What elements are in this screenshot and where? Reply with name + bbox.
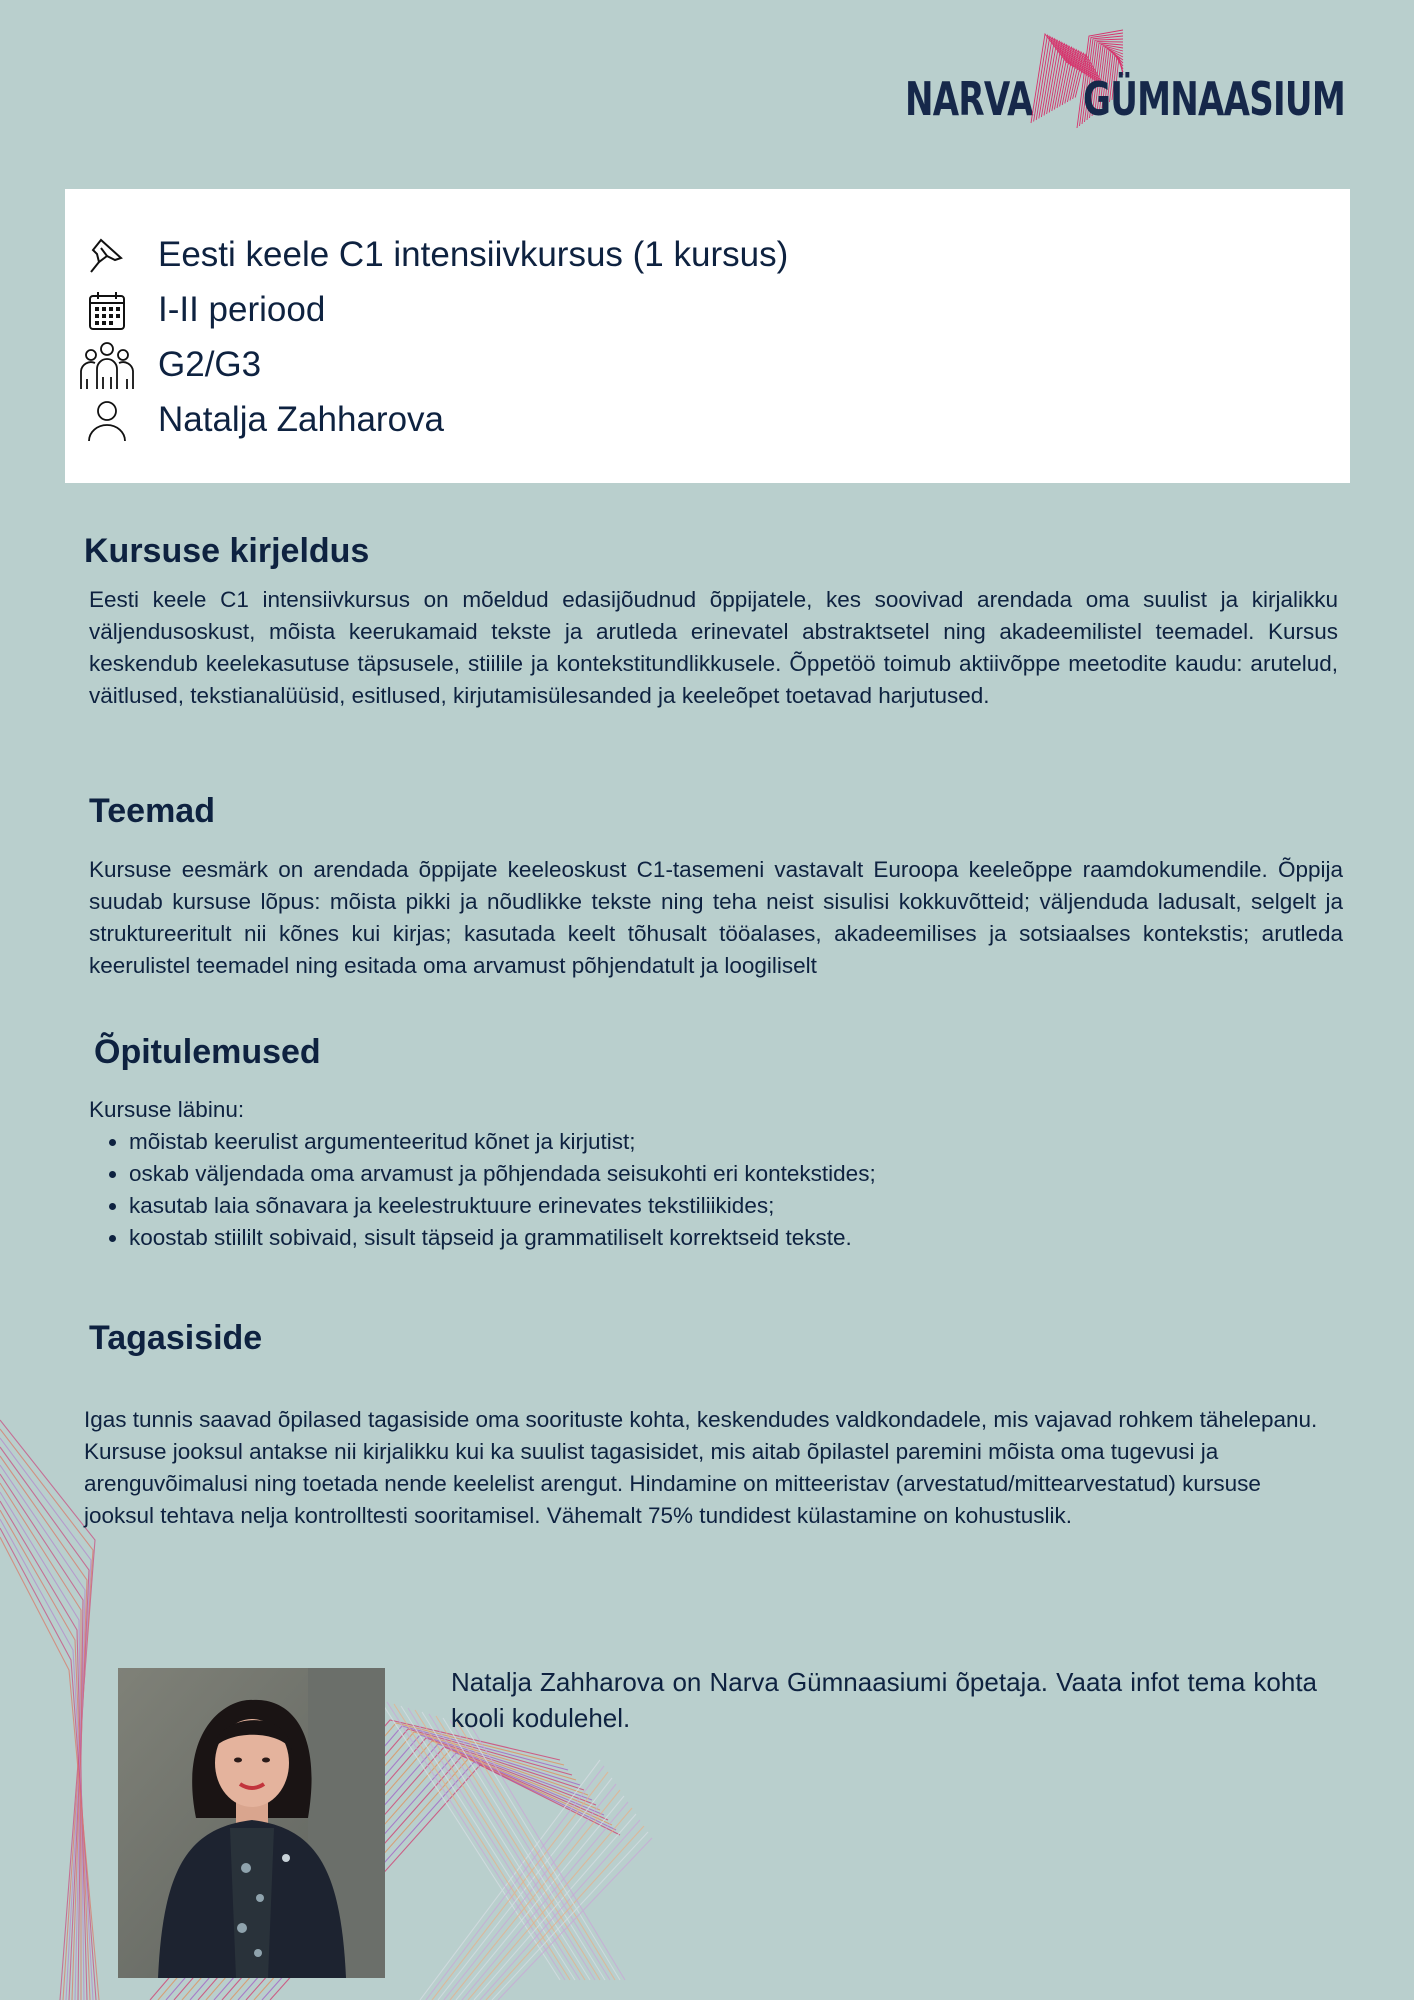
topics-heading: Teemad: [89, 792, 215, 830]
outcomes-list: [89, 1126, 1329, 1254]
calendar-icon: [77, 286, 137, 336]
teacher-name: Natalja Zahharova: [158, 400, 444, 439]
topics-text: Kursuse eesmärk on arendada õppijate keeleoskust C1-tasemeni vastavalt Euroopa keeleõppe raamdokumendile. Õppija suudab kursuse lõpus: mõista pikki ja nõudlikke tekste ning teha neist sisulisi kokkuvõtteid; väljenduda ladusalt, selgelt ja struktureeritult nii kõnes kui kirjas; kasutada keelt tõhusalt tööalases, akadeemilises ja sotsiaalses kontekstis; arutleda keerulistel teemadel ning esitada oma arvamust põhjendatult ja loogiliselt: [89, 857, 1343, 978]
feedback-heading: Tagasiside: [89, 1319, 263, 1357]
teacher-note: Natalja Zahharova on Narva Gümnaasiumi õpetaja. Vaata infot tema kohta kooli kodulehel.: [451, 1667, 1317, 1733]
course-name: Eesti keele C1 intensiivkursus (1 kursus): [158, 235, 789, 274]
pushpin-icon: [77, 231, 137, 281]
groups: G2/G3: [158, 345, 262, 384]
list-item: • koostab stiililt sobivaid, sisult täpseid ja grammatiliselt korrektseid tekste.: [129, 1222, 1329, 1254]
feedback-text: Igas tunnis saavad õpilased tagasiside oma soorituste kohta, keskendudes valdkondadele, mis vajavad rohkem tähelepanu. Kursuse jooksul antakse nii kirjalikku kui ka suulist tagasisidet, mis aitab õpilastel paremini mõista oma tugevusi ja arenguvõimalusi ning toetada nende keelelist arengut. Hindamine on mitteeristav (arvestatud/mittearvestatud) kursuse jooksul tehtava nelja kontrolltesti sooritamisel. Vähemalt 75% tundidest külastamine on kohustuslik.: [84, 1407, 1318, 1528]
description-text: Eesti keele C1 intensiivkursus on mõeldud edasijõudnud õppijatele, kes soovivad arendada oma suulist ja kirjalikku väljendusoskust, mõista keerukamaid tekste ja arutleda erinevatel abstraktsetel ning akadeemilistel teemadel. Kursus keskendub keelekasutuse täpsusele, stiilile ja kontekstitundlikkusele. Õppetöö toimub aktiivõppe meetodite kaudu: arutelud, väitlused, tekstianalüüsid, esitlused, kirjutamisülesanded ja keeleõpet toetavad harjutused.: [89, 587, 1338, 708]
teacher-photo: [118, 1668, 385, 1978]
teacher-row: [65, 392, 1350, 444]
groups-row: [65, 337, 1350, 389]
outcomes-intro: Kursuse läbinu:: [89, 1097, 245, 1122]
list-item: • oskab väljendada oma arvamust ja põhjendada seisukohti eri kontekstides;: [129, 1158, 1329, 1190]
description-heading: Kursuse kirjeldus: [84, 532, 370, 570]
person-icon: [77, 396, 137, 446]
course-info-card: [65, 189, 1350, 483]
course-name-row: [65, 227, 1350, 279]
list-item: • mõistab keerulist argumenteeritud kõnet ja kirjutist;: [129, 1126, 1329, 1158]
period-row: [65, 282, 1350, 334]
group-icon: [77, 341, 137, 391]
logo-word-gumnaasium: GÜMNAASIUM: [1083, 72, 1345, 126]
period: I-II periood: [158, 290, 326, 329]
school-logo: [905, 28, 1345, 128]
outcomes-heading: Õpitulemused: [94, 1033, 321, 1071]
list-item: • kasutab laia sõnavara ja keelestruktuure erinevates tekstiliikides;: [129, 1190, 1329, 1222]
logo-word-narva: NARVA: [905, 72, 1033, 126]
